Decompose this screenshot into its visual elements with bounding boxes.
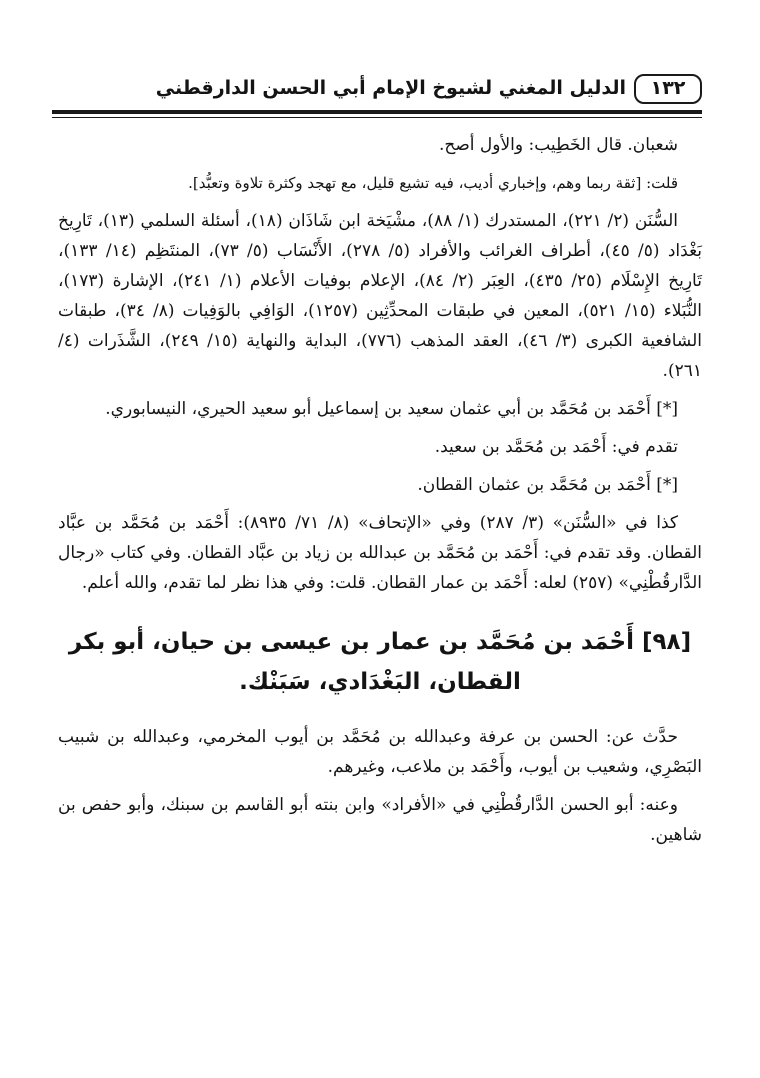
page-number: ١٣٢	[634, 74, 702, 104]
text-line: والله أعلم.	[81, 573, 158, 593]
text-line: بوفيات الأعلام (١/ ٢٤١)، الإشارة (١٧٣)، النُّبَلاء (١٥/ ٥٢١)، المعين في طبقات	[58, 271, 703, 321]
entry-heading	[58, 622, 702, 702]
text-line: العقد المذهب (٧٧٦)، البداية والنهاية (١٥/ ٢٤٩)، الشَّذَرات (٤/ ٢٦١).	[58, 331, 702, 381]
paragraph	[58, 470, 702, 500]
header-rule-thin	[52, 117, 702, 118]
text-line: كذا في «السُّنَن» (٣/ ٢٨٧) وفي «الإتحاف» (٨/ ٧١/ ٨٩٣٥): أَحْمَد بن مُحَمَّد بن	[94, 513, 678, 533]
text-line: «رجال الدَّارقُطْنِي» (٢٥٧) لعله: أَحْمَد بن عمار القطان. قلت: وفي هذا نظر لما تقدم،	[58, 543, 702, 593]
text-line: السُّنَن (٢/ ٢٢١)، المستدرك (١/ ٨٨)، مشْيَخة ابن شَاذَان (١٨)، أسئلة السلمي	[140, 211, 678, 231]
text-line: [*] أَحْمَد بن مُحَمَّد بن أبي عثمان سعيد بن إسماعيل أبو سعيد الحيري، النيسابوري.	[105, 399, 678, 419]
text-line: عبَّاد القطان. وقد تقدم في: أَحْمَد بن مُحَمَّد بن عبدالله بن زياد بن عبَّاد القطان. وفي كتاب	[58, 513, 703, 563]
paragraph	[58, 206, 702, 386]
page-header	[52, 72, 702, 118]
text-line: [*] أَحْمَد بن مُحَمَّد بن عثمان القطان.	[417, 475, 678, 495]
paragraph	[58, 432, 702, 462]
paragraph	[58, 130, 702, 160]
text-line: القطان، البَغْدَادي، سَبَنْك.	[239, 669, 521, 695]
text-line: [٩٨] أَحْمَد بن مُحَمَّد بن عمار بن عيسى بن حيان، أبو بكر	[68, 629, 692, 655]
header-rule	[52, 110, 702, 114]
text-line: وعنه: أبو الحسن الدَّارقُطْنِي في «الأفراد» وابن بنته أبو القاسم بن سبنك، وأبو	[127, 795, 679, 815]
text-line: تقدم في: أَحْمَد بن مُحَمَّد بن سعيد.	[434, 437, 678, 457]
paragraph	[58, 790, 702, 850]
paragraph	[58, 508, 702, 598]
paragraph	[58, 722, 702, 782]
paragraph	[58, 394, 702, 424]
page-body	[58, 130, 702, 850]
paragraph	[58, 168, 702, 198]
text-line: حدَّث عن: الحسن بن عرفة وعبدالله بن مُحَمَّد بن أيوب المخرمي، وعبدالله بن	[107, 727, 678, 747]
text-line: المحدِّثِين (١٢٥٧)، الوَافِي بالوَفِيات (٨/ ٣٤)، طبقات الشافعية الكبرى (٣/ ٤٦)،	[58, 301, 702, 351]
text-line: قلت: [ثقة ربما وهم، وإخباري أديب، فيه تشيع قليل، مع تهجد وكثرة تلاوة وتعبُّد].	[188, 174, 678, 192]
text-line: شبيب البَصْرِي، وشعيب بن أيوب، وأَحْمَد بن ملاعب، وغيرهم.	[58, 727, 702, 777]
text-line: (١٣)، تَارِيخ بَغْدَاد (٥/ ٤٥)، أطراف الغرائب والأفراد (٥/ ٢٧٨)، الأَنْسَاب	[58, 211, 702, 261]
text-line: شعبان. قال الخَطِيب: والأول أصح.	[438, 135, 678, 155]
text-line: (٥/ ٧٣)، المنتَظِم (١٤/ ١٣٣)، تَارِيخ الإِسْلَام (٢٥/ ٤٣٥)، العِبَر (٢/ ٨٤)، الإعلام	[58, 241, 702, 291]
text-line: حفص بن شاهين.	[58, 795, 702, 845]
running-title: الدليل المغني لشيوخ الإمام أبي الحسن الدارقطني	[155, 77, 626, 99]
